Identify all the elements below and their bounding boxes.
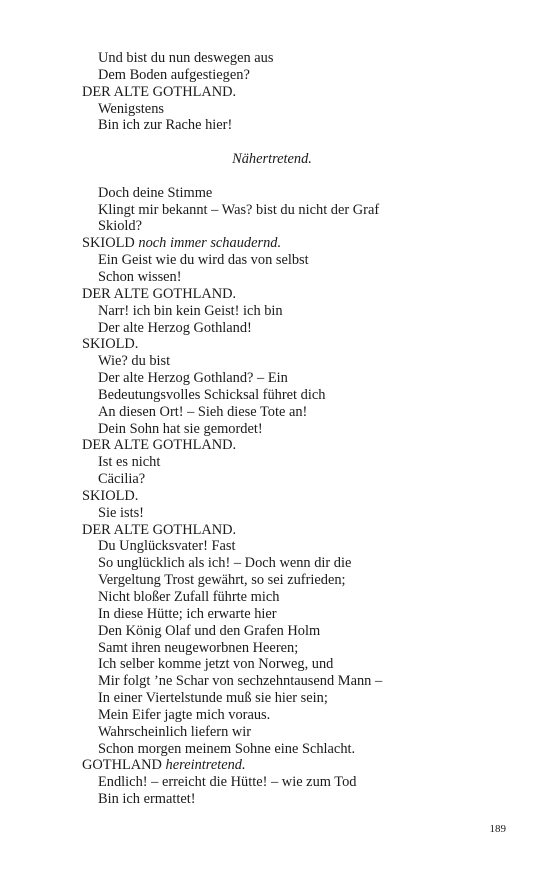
verse-line: Wahrscheinlich liefern wir: [98, 723, 252, 740]
blank-line: [82, 134, 522, 151]
speaker-line: [82, 336, 522, 353]
speaker-direction: noch immer schaudernd.: [138, 235, 282, 252]
speaker-name: SKIOLD: [82, 235, 135, 252]
verse-line: Ein Geist wie du wird das von selbst: [98, 252, 309, 269]
verse-line: So unglücklich als ich! – Doch wenn dir die: [98, 555, 352, 572]
verse-line: Sie ists!: [98, 504, 144, 521]
verse-line: Nicht bloßer Zufall führte mich: [98, 589, 280, 605]
verse-line: Narr! ich bin kein Geist! ich bin: [98, 302, 283, 319]
verse-line: Wie? du bist: [98, 353, 171, 370]
verse-line: Wenigstens: [98, 100, 164, 117]
verse-line: Endlich! – erreicht die Hütte! – wie zum Tod: [98, 774, 357, 791]
speaker-line: [82, 522, 522, 539]
verse-line: Ist es nicht: [98, 454, 161, 471]
verse-line: Schon morgen meinem Sohne eine Schlacht.: [98, 740, 356, 757]
verse-line: Samt ihren neugeworbnen Heeren;: [98, 639, 299, 656]
play-text: [82, 50, 522, 808]
speaker-name: DER ALTE GOTHLAND.: [82, 285, 237, 302]
verse-line: Dem Boden aufgestiegen?: [98, 66, 250, 83]
verse-line: Bin ich ermattet!: [98, 791, 196, 808]
verse-line: Skiold?: [98, 218, 142, 235]
speaker-line: [82, 437, 522, 454]
verse-line: In diese Hütte; ich erwarte hier: [98, 605, 277, 622]
verse-line: Klingt mir bekannt – Was? bist du nicht der Graf: [98, 201, 380, 218]
verse-line: Dein Sohn hat sie gemordet!: [98, 420, 263, 437]
verse-line: An diesen Ort! – Sieh diese Tote an!: [98, 403, 308, 420]
speaker-line: [82, 757, 522, 774]
speaker-line: [82, 84, 522, 101]
verse-line: Mir folgt ’ne Schar von sechzehntausend Mann –: [98, 673, 383, 690]
stage-direction-text: Nähertretend.: [232, 151, 312, 168]
verse-line: Mein Eifer jagte mich voraus.: [98, 706, 271, 723]
verse-line: Schon wissen!: [98, 268, 182, 285]
speaker-line: [82, 286, 522, 303]
speaker-direction: hereintretend.: [165, 757, 246, 774]
verse-line: Der alte Herzog Gothland? – Ein: [98, 370, 288, 387]
verse-line: Cäcilia?: [98, 471, 146, 488]
verse-line: Doch deine Stimme: [98, 184, 213, 201]
verse-line: Den König Olaf und den Grafen Holm: [98, 622, 321, 639]
verse-line: Bin ich zur Rache hier!: [98, 117, 233, 134]
page-number: 189: [489, 823, 506, 835]
stage-direction: [82, 151, 462, 168]
verse-line: Du Unglücksvater! Fast: [98, 538, 236, 555]
verse-line: Bedeutungsvolles Schicksal führet dich: [98, 386, 326, 403]
verse-line: Ich selber komme jetzt von Norweg, und: [98, 656, 334, 673]
verse-line: Der alte Herzog Gothland!: [98, 319, 252, 336]
speaker-name: DER ALTE GOTHLAND.: [82, 521, 237, 538]
verse-line: Und bist du nun deswegen aus: [98, 50, 274, 66]
speaker-line: [82, 235, 522, 252]
blank-line: [82, 168, 522, 185]
speaker-line: [82, 488, 522, 505]
verse-line: Vergeltung Trost gewährt, so sei zufrieden;: [98, 572, 346, 589]
speaker-name: SKIOLD.: [82, 336, 139, 353]
speaker-name: DER ALTE GOTHLAND.: [82, 437, 237, 454]
speaker-name: GOTHLAND: [82, 757, 162, 774]
speaker-name: DER ALTE GOTHLAND.: [82, 83, 237, 100]
verse-line: In einer Viertelstunde muß sie hier sein;: [98, 690, 328, 707]
speaker-name: SKIOLD.: [82, 487, 139, 504]
